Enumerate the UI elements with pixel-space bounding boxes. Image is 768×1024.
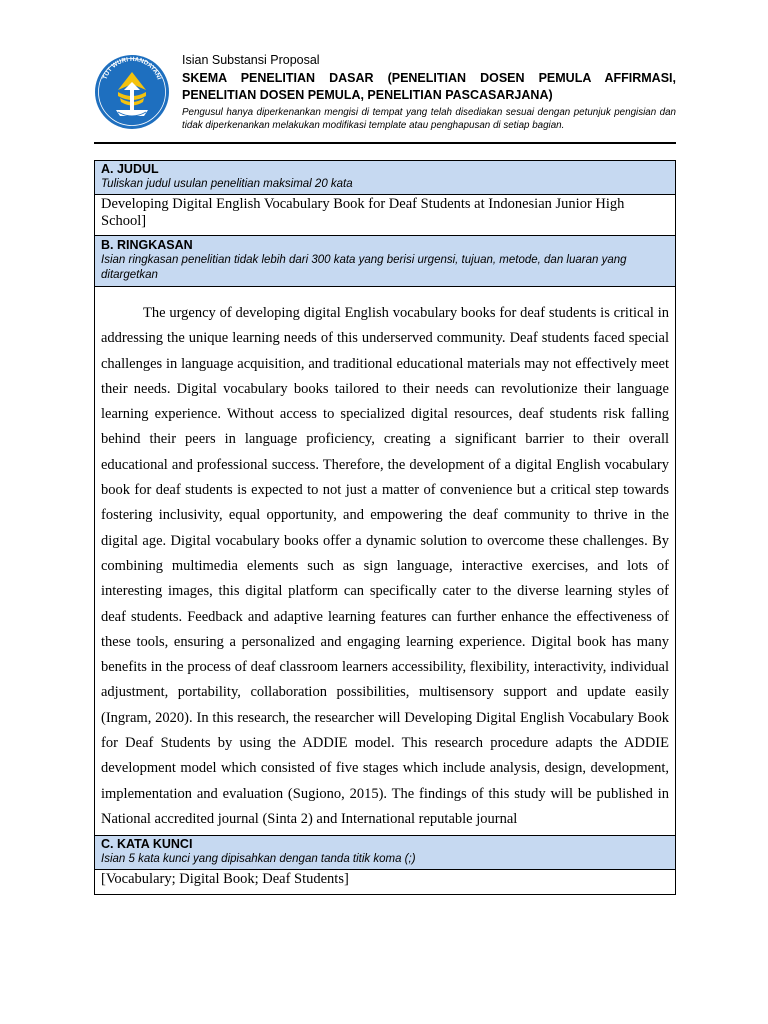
document-instructions: Pengusul hanya diperkenankan mengisi di tempat yang telah disediakan sesuai dengan petunjuk pengisian dan tidak diperkenankan melakukan modifikasi template atau penghapusan di setiap bagian. xyxy=(182,107,676,131)
section-a-label: A. JUDUL xyxy=(101,162,159,176)
document-subtitle: Isian Substansi Proposal xyxy=(182,53,320,67)
logo-motto: TUT WURI HANDAYANI xyxy=(101,55,163,81)
section-c-header xyxy=(95,836,676,870)
section-b-content-row xyxy=(95,287,676,836)
document-title: SKEMA PENELITIAN DASAR (PENELITIAN DOSEN PEMULA AFFIRMASI, PENELITIAN DOSEN PEMULA, PENELITIAN PASCASARJANA) xyxy=(182,71,676,102)
section-b-hint: Isian ringkasan penelitian tidak lebih dari 300 kata yang berisi urgensi, tujuan, metode, dan luaran yang ditargetkan xyxy=(101,254,627,281)
section-a-hint: Tuliskan judul usulan penelitian maksimal 20 kata xyxy=(101,178,353,190)
document-header xyxy=(94,52,676,142)
section-a-content-row xyxy=(95,195,676,236)
proposal-form-table xyxy=(94,160,676,895)
header-divider xyxy=(94,142,676,144)
section-c-hint: Isian 5 kata kunci yang dipisahkan dengan tanda titik koma (;) xyxy=(101,853,416,866)
section-c-label: C. KATA KUNCI xyxy=(101,837,193,852)
kata-kunci-content[interactable]: [Vocabulary; Digital Book; Deaf Students] xyxy=(101,871,349,888)
section-c-content-row xyxy=(95,870,676,895)
judul-content[interactable]: Developing Digital English Vocabulary Book for Deaf Students at Indonesian Junior High School] xyxy=(101,196,625,229)
section-a-header xyxy=(95,161,676,195)
ringkasan-content[interactable]: The urgency of developing digital English vocabulary books for deaf students is critical in addressing the unique learning needs of this underserved community. Deaf students faced special challenges in language acquisition, and traditional educational materials may not effectively meet their needs. Digital vocabulary books tailored to their needs can revolutionize their language learning experience. Without access to specialized digital resources, deaf students risk falling behind their peers in language proficiency, creating a significant barrier to their overall educational and professional success. Therefore, the development of a digital English vocabulary book for deaf students is expected to not just a matter of convenience but a critical step towards fostering inclusivity, equal opportunity, and empowering the deaf community to thrive in the digital age. Digital vocabulary books offer a dynamic solution to overcome these challenges. By combining multimedia elements such as sign language, interactive exercises, and lots of interesting images, this digital platform can specifically cater to the diverse learning styles of deaf students. Feedback and adaptive learning features can further enhance the effectiveness of these tools, ensuring a personalized and engaging learning experience. Digital book has many benefits in the process of deaf classroom learners accessibility, flexibility, interactivity, individual adjustment, portability, collaboration possibilities, multisensory support and update easily (Ingram, 2020). In this research, the researcher will Developing Digital English Vocabulary Book for Deaf Students by using the ADDIE model. This research procedure adapts the ADDIE development model which consisted of five stages which include analysis, design, development, implementation and evaluation (Sugiono, 2015). The findings of this study will be published in National accredited journal (Sinta 2) and International reputable journal xyxy=(101,305,669,827)
section-b-header xyxy=(95,236,676,287)
section-b-label: B. RINGKASAN xyxy=(101,238,193,252)
tut-wuri-handayani-logo-icon xyxy=(94,54,170,130)
